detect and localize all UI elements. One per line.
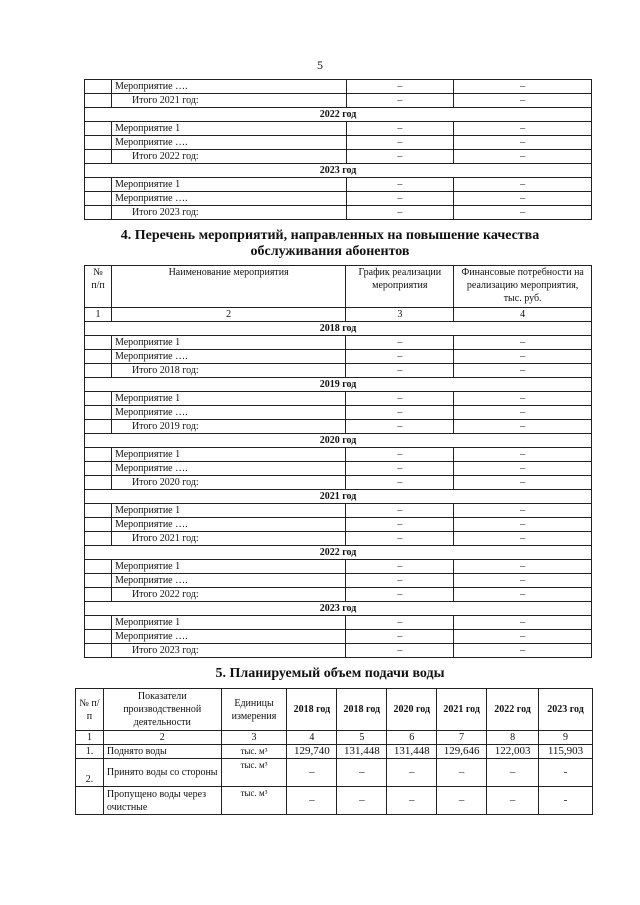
measure-name: Мероприятие 1 [111,122,346,136]
value-cell: – [287,759,337,787]
value-cell: – [437,759,487,787]
measure-name: Мероприятие 1 [111,392,345,406]
finance-cell: – [454,336,592,350]
value-cell: 131,448 [387,745,437,759]
measure-name: Мероприятие 1 [111,178,346,192]
finance-cell: – [454,574,592,588]
header-name: Наименование мероприятия [111,266,345,308]
schedule-cell: – [346,420,454,434]
table-row [85,392,592,406]
value-cell: – [437,787,487,815]
row-num: 2. [76,759,104,787]
total-label: Итого 2021 год: [111,94,346,108]
table-header-row [76,689,593,731]
quality-measures-table [84,265,592,658]
year-label: 2022 год [85,546,592,560]
table-row [85,518,592,532]
table-row [85,476,592,490]
schedule-cell: – [346,630,454,644]
page-number: 5 [317,58,323,72]
finance-cell: – [454,476,592,490]
finance-cell: – [454,80,592,94]
finance-cell: – [454,588,592,602]
table-row [85,616,592,630]
header-units: Единицы измерения [221,689,287,731]
finance-cell: – [454,94,592,108]
finance-cell: – [454,206,592,220]
header-num: № п/п [76,689,104,731]
column-number-row [76,731,593,745]
value-cell: – [487,787,539,815]
year-label: 2020 год [85,434,592,448]
col-number: 1 [85,308,112,322]
header-year: 2018 год [337,689,387,731]
table-row [85,364,592,378]
finance-cell: – [454,122,592,136]
schedule-cell: – [346,616,454,630]
col-number: 6 [387,731,437,745]
value-cell: 129,646 [437,745,487,759]
section4-title-line2: обслуживания абонентов [250,244,410,259]
schedule-cell: – [346,518,454,532]
schedule-cell: – [346,560,454,574]
col-number: 3 [346,308,454,322]
table-row [85,574,592,588]
header-year: 2023 год [539,689,593,731]
measure-name: Мероприятие …. [111,462,345,476]
col-number: 8 [487,731,539,745]
table-row [85,588,592,602]
schedule-cell: – [346,178,454,192]
value-cell: 129,740 [287,745,337,759]
header-year: 2022 год [487,689,539,731]
table-row [85,136,592,150]
finance-cell: – [454,448,592,462]
table-row [85,80,592,94]
col-number: 3 [221,731,287,745]
measure-name: Мероприятие …. [111,192,346,206]
value-cell: – [287,787,337,815]
total-label: Итого 2019 год: [111,420,345,434]
table-row [85,504,592,518]
value-cell: 122,003 [487,745,539,759]
header-year: 2018 год [287,689,337,731]
indicator-name: Принято воды со стороны [103,759,221,787]
measures-table-continued [84,79,592,220]
water-supply-table [75,688,593,815]
col-number: 9 [539,731,593,745]
measure-name: Мероприятие 1 [111,336,345,350]
measure-name: Мероприятие …. [111,630,345,644]
section4-title-line1: 4. Перечень мероприятий, направленных на повышение качества [120,228,540,243]
year-row [85,434,592,448]
indicator-name: Поднято воды [103,745,221,759]
total-label: Итого 2022 год: [111,150,346,164]
value-cell: – [387,787,437,815]
col-number: 2 [111,308,345,322]
measure-name: Мероприятие 1 [111,504,345,518]
schedule-cell: – [346,574,454,588]
value-cell: – [387,759,437,787]
table-row [85,150,592,164]
total-label: Итого 2023 год: [111,206,346,220]
year-row [85,108,592,122]
schedule-cell: – [346,192,454,206]
total-label: Итого 2021 год: [111,532,345,546]
section5-title: 5. Планируемый объем подачи воды [215,666,445,681]
finance-cell: – [454,364,592,378]
measure-name: Мероприятие …. [111,80,346,94]
header-finance: Финансовые потребности на реализацию мероприятия, тыс. руб. [454,266,592,308]
schedule-cell: – [346,122,454,136]
year-label: 2022 год [85,108,592,122]
total-label: Итого 2018 год: [111,364,345,378]
col-number: 5 [337,731,387,745]
measure-name: Мероприятие 1 [111,448,345,462]
measure-name: Мероприятие …. [111,350,345,364]
finance-cell: – [454,178,592,192]
value-cell: 131,448 [337,745,387,759]
finance-cell: – [454,420,592,434]
unit-cell: тыс. м³ [221,759,287,787]
col-number: 4 [287,731,337,745]
schedule-cell: – [346,206,454,220]
finance-cell: – [454,150,592,164]
finance-cell: – [454,616,592,630]
schedule-cell: – [346,588,454,602]
year-label: 2019 год [85,378,592,392]
year-row [85,546,592,560]
finance-cell: – [454,192,592,206]
table-row [76,745,593,759]
year-row [85,490,592,504]
finance-cell: – [454,560,592,574]
schedule-cell: – [346,644,454,658]
year-row [85,378,592,392]
table-row [85,448,592,462]
table-row [85,122,592,136]
table-row [85,420,592,434]
finance-cell: – [454,504,592,518]
table-row [85,192,592,206]
finance-cell: – [454,462,592,476]
header-num: № п/п [85,266,112,308]
col-number: 1 [76,731,104,745]
measure-name: Мероприятие 1 [111,560,345,574]
year-label: 2023 год [85,602,592,616]
value-cell: – [337,759,387,787]
table-row [85,406,592,420]
value-cell: - [539,787,593,815]
table-row [76,759,593,787]
finance-cell: – [454,136,592,150]
row-num [76,787,104,815]
table-row [85,560,592,574]
schedule-cell: – [346,80,454,94]
measure-name: Мероприятие …. [111,136,346,150]
schedule-cell: – [346,364,454,378]
header-schedule: График реализации мероприятия [346,266,454,308]
row-num: 1. [76,745,104,759]
table-row [85,206,592,220]
finance-cell: – [454,350,592,364]
schedule-cell: – [346,392,454,406]
schedule-cell: – [346,350,454,364]
year-row [85,322,592,336]
schedule-cell: – [346,532,454,546]
value-cell: - [539,759,593,787]
total-label: Итого 2020 год: [111,476,345,490]
section4-title [60,228,600,260]
year-row [85,164,592,178]
finance-cell: – [454,644,592,658]
table-row [85,178,592,192]
unit-cell: тыс. м³ [221,787,287,815]
table-row [85,532,592,546]
col-number: 7 [437,731,487,745]
schedule-cell: – [346,448,454,462]
schedule-cell: – [346,336,454,350]
table-row [76,787,593,815]
schedule-cell: – [346,476,454,490]
schedule-cell: – [346,150,454,164]
schedule-cell: – [346,504,454,518]
schedule-cell: – [346,136,454,150]
table-row [85,630,592,644]
table-header-row [85,266,592,308]
finance-cell: – [454,532,592,546]
finance-cell: – [454,392,592,406]
header-year: 2021 год [437,689,487,731]
table-row [85,94,592,108]
table-row [85,350,592,364]
finance-cell: – [454,518,592,532]
table-row [85,644,592,658]
schedule-cell: – [346,462,454,476]
year-label: 2018 год [85,322,592,336]
total-label: Итого 2022 год: [111,588,345,602]
value-cell: – [487,759,539,787]
header-indicators: Показатели производственной деятельности [103,689,221,731]
indicator-name: Пропущено воды через очистные [103,787,221,815]
col-number: 2 [103,731,221,745]
year-label: 2023 год [85,164,592,178]
year-label: 2021 год [85,490,592,504]
schedule-cell: – [346,94,454,108]
col-number: 4 [454,308,592,322]
finance-cell: – [454,406,592,420]
measure-name: Мероприятие …. [111,406,345,420]
header-year: 2020 год [387,689,437,731]
finance-cell: – [454,630,592,644]
value-cell: – [337,787,387,815]
unit-cell: тыс. м³ [221,745,287,759]
table-row [85,336,592,350]
total-label: Итого 2023 год: [111,644,345,658]
column-number-row [85,308,592,322]
measure-name: Мероприятие …. [111,574,345,588]
year-row [85,602,592,616]
value-cell: 115,903 [539,745,593,759]
measure-name: Мероприятие 1 [111,616,345,630]
measure-name: Мероприятие …. [111,518,345,532]
table-row [85,462,592,476]
schedule-cell: – [346,406,454,420]
